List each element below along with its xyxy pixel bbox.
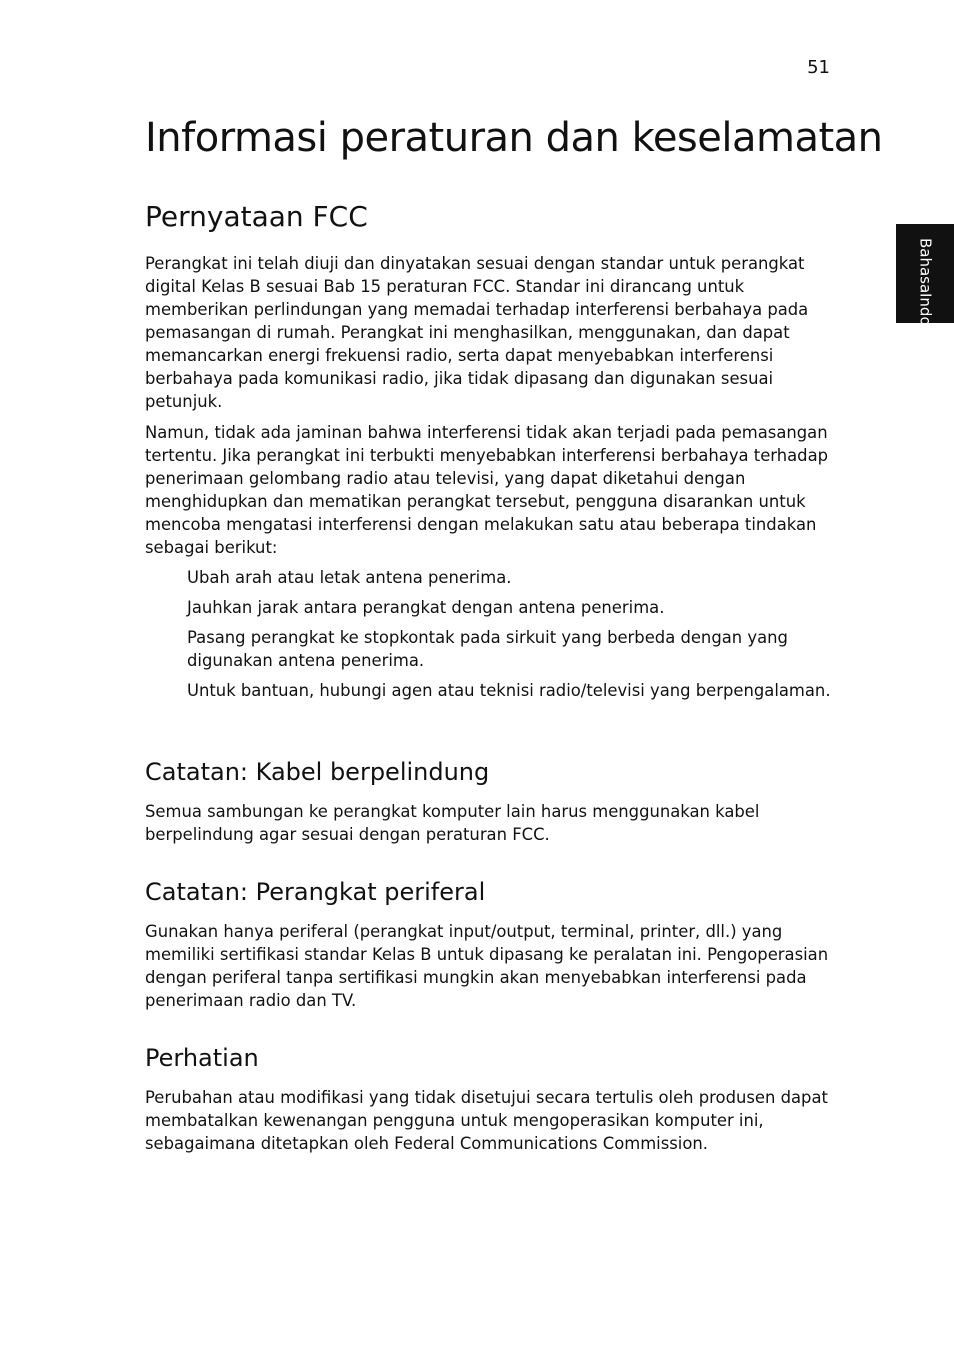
list-item: Jauhkan jarak antara perangkat dengan antena penerima.	[187, 598, 665, 617]
shielded-cables-text: Semua sambungan ke perangkat komputer lain harus menggunakan kabel berpelindung agar sesuai dengan peraturan FCC.	[145, 802, 760, 844]
page-title: Informasi peraturan dan keselamatan	[145, 115, 883, 161]
peripheral-text: Gunakan hanya periferal (perangkat input/output, terminal, printer, dll.) yang memiliki sertifikasi standar Kelas B untuk dipasang ke peralatan ini. Pengoperasian dengan periferal tanpa sertifikasi mungkin akan menyebabkan interferensi pada penerimaan radio dan TV.	[145, 922, 829, 1010]
fcc-measures-list	[145, 566, 835, 702]
language-tab-line-1: Bahasa	[916, 238, 935, 294]
section-peripheral-devices	[145, 876, 835, 1012]
language-tab	[896, 224, 954, 366]
list-item: Pasang perangkat ke stopkontak pada sirkuit yang berbeda dengan yang digunakan antena penerima.	[187, 628, 788, 670]
caution-text: Perubahan atau modifikasi yang tidak disetujui secara tertulis oleh produsen dapat membatalkan kewenangan pengguna untuk mengoperasikan komputer ini, sebagaimana ditetapkan oleh Federal Communications Commission.	[145, 1088, 828, 1153]
peripheral-heading: Catatan: Perangkat periferal	[145, 878, 486, 906]
page-number: 51	[807, 57, 830, 78]
section-shielded-cables	[145, 756, 835, 846]
fcc-paragraph-2: Namun, tidak ada jaminan bahwa interferensi tidak akan terjadi pada pemasangan tertentu. Jika perangkat ini terbukti menyebabkan interferensi berbahaya terhadap penerimaan gelombang radio atau televisi, yang dapat diketahui dengan menghidupkan dan mematikan perangkat tersebut, pengguna disarankan untuk mencoba mengatasi interferensi dengan melakukan satu atau beberapa tindakan sebagai berikut:	[145, 423, 829, 557]
fcc-paragraph-1: Perangkat ini telah diuji dan dinyatakan sesuai dengan standar untuk perangkat digital Kelas B sesuai Bab 15 peraturan FCC. Standar ini dirancang untuk memberikan perlindungan yang memadai terhadap interferensi berbahaya pada pemasangan di rumah. Perangkat ini menghasilkan, menggunakan, dan dapat memancarkan energi frekuensi radio, serta dapat menyebabkan interferensi berbahaya pada komunikasi radio, jika tidak dipasang dan digunakan sesuai petunjuk.	[145, 254, 809, 411]
list-item: Untuk bantuan, hubungi agen atau teknisi radio/televisi yang berpengalaman.	[187, 681, 831, 700]
section-caution	[145, 1042, 835, 1155]
section-fcc-statement	[145, 199, 835, 702]
language-tab-line-2: Indonesia	[916, 293, 935, 366]
shielded-cables-heading: Catatan: Kabel berpelindung	[145, 758, 490, 786]
fcc-heading: Pernyataan FCC	[145, 200, 368, 233]
list-item: Ubah arah atau letak antena penerima.	[187, 568, 512, 587]
caution-heading: Perhatian	[145, 1044, 259, 1072]
